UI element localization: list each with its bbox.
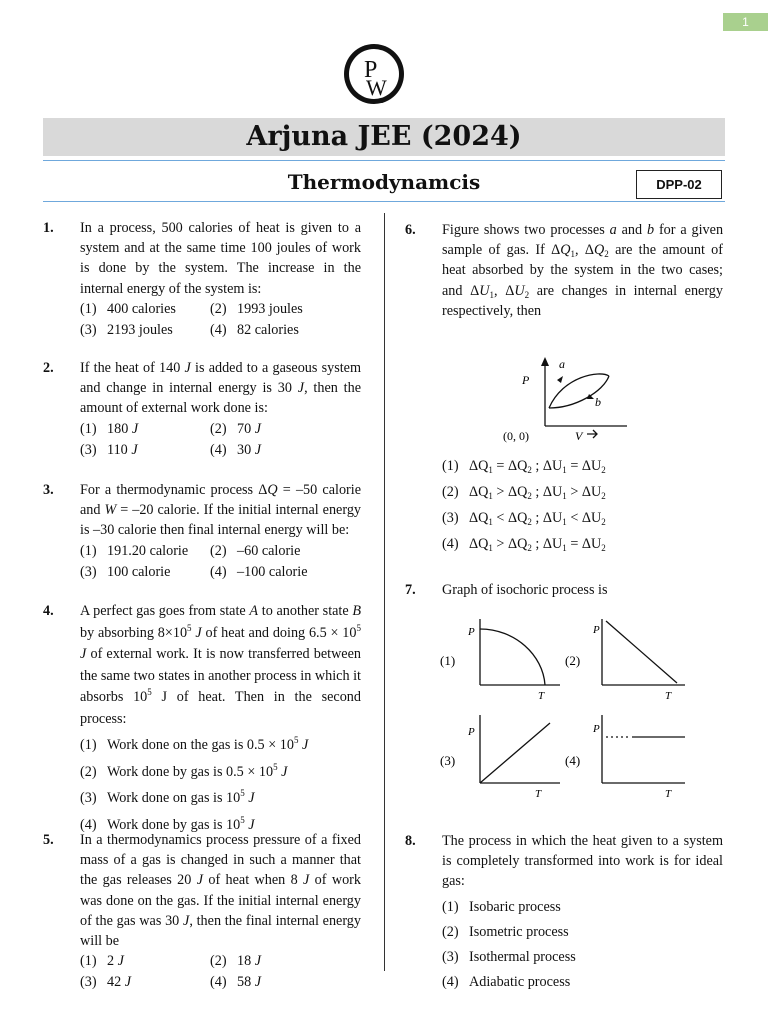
- page-number: 1: [723, 13, 768, 31]
- graph-1-p-label: P: [468, 626, 475, 638]
- question-text: In a process, 500 calories of heat is given to a system and at the same time 100 joules of work is done by the system. The increase in the internal energy of the system is:: [80, 220, 361, 297]
- graph-1-t-label: T: [538, 690, 545, 702]
- graph-2-option-label: (2): [565, 653, 581, 668]
- option-1[interactable]: (1) 2 J: [80, 953, 124, 970]
- question-number: 8.: [405, 833, 416, 849]
- question-text: The process in which the heat given to a system is completely transformed into work is for ideal gas:: [442, 833, 723, 890]
- isochoric-graphs: [435, 615, 695, 805]
- option-4[interactable]: (4) 82 calories: [210, 322, 299, 339]
- question-text: A perfect gas goes from state A to another state B by absorbing $8\times 10^5$ J of heat and doing $6.5 \times 10^5$ J of external work. It is now transferred between the same two states in another process in which it absorbs $10^5$ J of heat. Then in the second process:: [80, 603, 362, 727]
- graph-4-option-label: (4): [565, 753, 581, 768]
- graph-3-line: [480, 723, 550, 783]
- graph-2-p-label: P: [593, 624, 600, 636]
- question-number: 2.: [43, 360, 54, 376]
- options: [80, 951, 361, 992]
- question-number: 7.: [405, 582, 416, 598]
- question-number: 1.: [43, 220, 54, 236]
- option-2[interactable]: (2) Isometric process: [442, 923, 569, 940]
- option-2[interactable]: (2) 70 J: [210, 420, 262, 437]
- subject-heading: Thermodynamcis: [287, 170, 481, 194]
- label-a: a: [559, 357, 565, 371]
- axis-v-label: V: [575, 429, 583, 443]
- option-2[interactable]: (2) $\Delta Q_1 > \Delta Q_2$ ; $\Delta U_1 > \Delta U_2$: [442, 484, 606, 501]
- question-text: Graph of isochoric process is: [442, 582, 608, 598]
- question-number: 3.: [43, 482, 54, 498]
- option-3[interactable]: (3) 110 J: [80, 441, 138, 458]
- option-2[interactable]: (2) 1993 joules: [210, 300, 303, 317]
- option-3[interactable]: (3) 42 J: [80, 974, 132, 991]
- option-1[interactable]: (1) 191.20 calorie: [80, 542, 189, 559]
- option-4[interactable]: (4) $\Delta Q_1 > \Delta Q_2$ ; $\Delta U_1 = \Delta U_2$: [442, 536, 606, 553]
- question-number: 4.: [43, 603, 54, 619]
- option-1[interactable]: (1) Isobaric process: [442, 898, 561, 915]
- option-3[interactable]: (3) $\Delta Q_1 < \Delta Q_2$ ; $\Delta U_1 < \Delta U_2$: [442, 510, 606, 527]
- graph-3-t-label: T: [535, 788, 542, 800]
- subject-rule: [43, 201, 725, 202]
- option-3[interactable]: (3) 100 calorie: [80, 563, 171, 580]
- graph-option-4: [565, 715, 685, 800]
- option-4[interactable]: (4) –100 calorie: [210, 563, 308, 580]
- origin-label: (0, 0): [503, 429, 529, 443]
- graph-option-1: [440, 619, 560, 702]
- options: [442, 897, 723, 993]
- option-4[interactable]: (4) 30 J: [210, 441, 262, 458]
- graph-4-t-label: T: [665, 788, 672, 800]
- options: [80, 419, 361, 460]
- graph-2-t-label: T: [665, 690, 672, 702]
- question-text: For a thermodynamic process ΔQ = –50 calorie and W = –20 calorie. If the initial internal energy is –30 calorie then final internal energy will be:: [80, 482, 362, 539]
- question-number: 6.: [405, 222, 416, 238]
- graph-option-2: [565, 619, 685, 702]
- logo-letter-w: W: [366, 75, 387, 100]
- question-number: 5.: [43, 832, 54, 848]
- graph-1-curve: [480, 629, 545, 685]
- pv-diagram: [495, 352, 635, 447]
- question-text: Figure shows two processes a and b for a given sample of gas. If $\Delta Q_1$, $\Delta Q_2$ are the amount of heat absorbed by the system in the two cases; and $\Delta U_1$, $\Delta U_2$ are changes in internal energy respectively, then: [442, 222, 724, 319]
- options: [80, 541, 361, 582]
- logo-letter-p: P: [364, 57, 378, 83]
- option-3[interactable]: (3) 2193 joules: [80, 322, 173, 339]
- axis-p-label: P: [522, 373, 530, 387]
- option-2[interactable]: (2) Work done by gas is $0.5 \times 10^5$ J: [80, 761, 288, 780]
- graph-option-3: [440, 715, 560, 800]
- option-1[interactable]: (1) Work done on the gas is $0.5 \times 10^5$ J: [80, 735, 309, 753]
- dpp-code-box: DPP-02: [636, 170, 722, 199]
- column-divider: [384, 213, 385, 971]
- graph-3-p-label: P: [468, 726, 475, 738]
- options: [80, 735, 361, 836]
- graph-3-option-label: (3): [440, 753, 456, 768]
- option-4[interactable]: (4) Work done by gas is $10^5$ J: [80, 814, 255, 833]
- option-2[interactable]: (2) 18 J: [210, 953, 262, 970]
- option-1[interactable]: (1) 180 J: [80, 420, 139, 437]
- question-text: If the heat of 140 J is added to a gaseous system and change in internal energy is 30 J, then the amount of external work done is:: [80, 360, 362, 417]
- option-4[interactable]: (4) Adiabatic process: [442, 974, 571, 991]
- v-arrow-icon: [587, 430, 597, 438]
- graph-1-option-label: (1): [440, 653, 456, 668]
- option-2[interactable]: (2) –60 calorie: [210, 542, 301, 559]
- y-arrow-icon: [541, 357, 549, 366]
- graph-4-p-label: P: [593, 723, 600, 735]
- option-4[interactable]: (4) 58 J: [210, 974, 262, 991]
- label-b: b: [595, 395, 601, 409]
- option-3[interactable]: (3) Isothermal process: [442, 949, 576, 966]
- arrow-a-icon: [557, 376, 563, 383]
- graph-2-line: [606, 621, 677, 683]
- title-rule: [43, 160, 725, 161]
- option-1[interactable]: (1) $\Delta Q_1 = \Delta Q_2$ ; $\Delta U_1 = \Delta U_2$: [442, 458, 606, 475]
- option-1[interactable]: (1) 400 calories: [80, 300, 176, 317]
- option-3[interactable]: (3) Work done on gas is $10^5$ J: [80, 788, 255, 806]
- pw-logo: [343, 43, 405, 105]
- document-title: Arjuna JEE (2024): [43, 118, 725, 156]
- options: [80, 299, 361, 340]
- question-text: In a thermodynamics process pressure of a fixed mass of a gas is changed in such a manner that the gas releases 20 J of heat when 8 J of work was done on the gas. If the initial internal energy of the gas was 30 J, then the final internal energy will be: [80, 832, 361, 950]
